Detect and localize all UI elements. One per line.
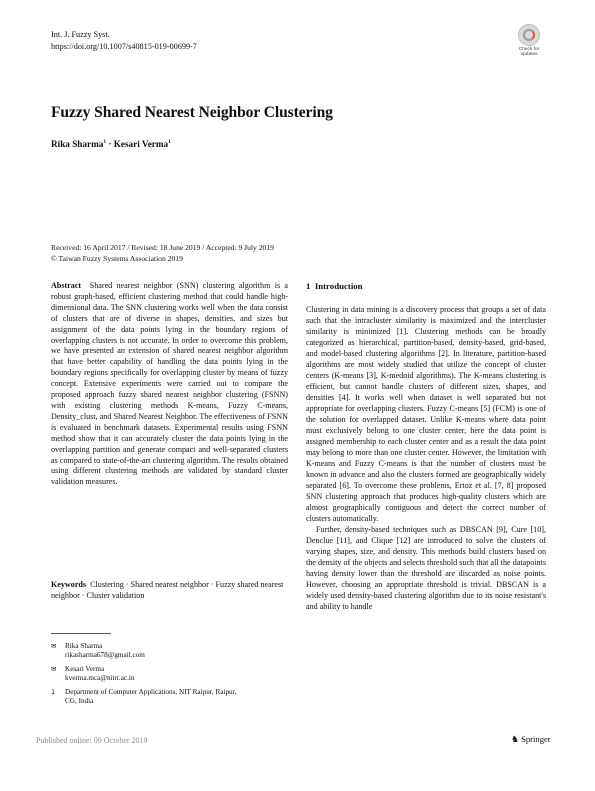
envelope-icon: ✉ <box>51 665 57 673</box>
introduction-section <box>306 281 546 612</box>
copyright-line: © Taiwan Fuzzy Systems Association 2019 <box>51 254 183 263</box>
section-heading: 1 Introduction <box>306 281 363 291</box>
journal-header <box>51 29 197 53</box>
author-separator: · <box>106 139 114 150</box>
footnote-divider <box>51 633 111 634</box>
affiliation-marker: 1 <box>103 139 107 145</box>
contact-line: ✉ Kesari Verma <box>51 665 105 673</box>
article-history <box>51 242 274 264</box>
keywords-text: Clustering · Shared nearest neighbor · Fuzzy shared nearest neighbor · Cluster validation <box>51 580 284 600</box>
paragraph: Further, density-based techniques such as DBSCAN [9], Cure [10], Denclue [11], and Clique [12] are introduced to solve the clusters of varying shapes, size, and density. This methods build clusters based on the density of the objects and selects threshold such that all the datapoints having density lower than the threshold are discarded as noise points. However, choosing an appropriate threshold is trivial. DBSCAN is a widely used density-based clustering algorithm due to its noise resistant's and ability to handle <box>306 525 546 611</box>
springer-horse-icon: ♞ <box>511 735 520 745</box>
history-dates: Received: 16 April 2017 / Revised: 18 June 2019 / Accepted: 9 July 2019 <box>51 243 274 252</box>
paper-title: Fuzzy Shared Nearest Neighbor Clustering <box>51 104 333 121</box>
contact-line: ✉ Rika Sharma <box>51 642 103 650</box>
doi-link[interactable]: https://doi.org/10.1007/s40815-019-00699-7 <box>51 42 197 51</box>
paragraph: Clustering in data mining is a discovery process that groups a set of data such that the intracluster similarity is maximized and the intercluster similarity is minimized [1]. Clustering methods can be broadly categorized as hierarchical, partition-based, density-based, grid-based, and model-based clustering algorithms [2]. In literature, partition-based algorithms are most widely studied that utilize the concept of cluster centers (K-means [3], K-medoid algorithms). The K-means clustering is efficient, but cannot handle clusters of different sizes, shapes, and densities [4]. It works well when dataset is well separated but not appropriate for overlapping clusters. Fuzzy C-means [5] (FCM) is one of the solution for overlapped dataset. Unlike K-means where data point must exclusively belong to one cluster center, here the data point is assigned membership to each cluster center and as a result the data point may belong to more than one cluster center. However, the limitation with K-means and Fuzzy C-means is that the number of clusters must be known in advance and also the clusters formed are geographically widely separated [6]. To overcome these problems, Ertoz et al. [7, 8] proposed SNN clustering approach that produces high-quality clusters which are almost geographically contiguous and detect the correct number of clusters automatically. <box>306 305 546 523</box>
author-name[interactable]: Kesari Verma <box>113 139 169 150</box>
abstract-text: Shared nearest neighbor (SNN) clustering algorithm is a robust graph-based, efficient clustering method that could handle high-dimensional data. The SNN clustering works well when the data consist of clusters that are of diverse in shapes, densities, and sizes but assignment of the data points lying in the boundary regions of overlapping clusters is not accurate. In order to overcome this problem, we have presented an extension of shared nearest neighbor algorithm that have better capability of handling the data points lying in the boundary regions specifically for overlapping cluster by means of fuzzy concept. Extensive experiments were carried out to compare the proposed approach fuzzy shared nearest neighbor clustering (FSNN) with existing clustering methods K-means, Fuzzy C-means, Density_clust, and Shared Nearest Neighbor. The effectiveness of FSNN is evaluated in benchmark datasets. Experimental results using FSNN method show that it can accurately cluster the data points lying in the overlapping partition and generate compact and well-separated clusters as compared to state-of-the-art clustering algorithm. The results obtained using different clustering methods are validated by standard cluster validation measures. <box>51 281 288 487</box>
author-list <box>51 139 171 149</box>
keywords <box>51 580 288 602</box>
keywords-label: Keywords <box>51 580 87 589</box>
author-name[interactable]: Rika Sharma <box>51 139 104 150</box>
check-for-updates-icon <box>518 24 540 46</box>
affiliation-line: 1 Department of Computer Applications, NIT Raipur, Raipur, <box>51 688 237 696</box>
abstract <box>51 281 288 488</box>
badge-label: Check for updates <box>518 47 540 57</box>
published-online: Published online: 09 October 2019 <box>36 736 148 745</box>
publisher-logo: ♞ Springer <box>511 734 551 745</box>
journal-name: Int. J. Fuzzy Syst. <box>51 30 110 39</box>
check-for-updates-badge[interactable] <box>512 24 546 60</box>
abstract-label: Abstract <box>51 281 82 290</box>
envelope-icon: ✉ <box>51 642 57 650</box>
affiliation-number: 1 <box>51 688 56 696</box>
affiliation-marker: 1 <box>168 139 171 145</box>
